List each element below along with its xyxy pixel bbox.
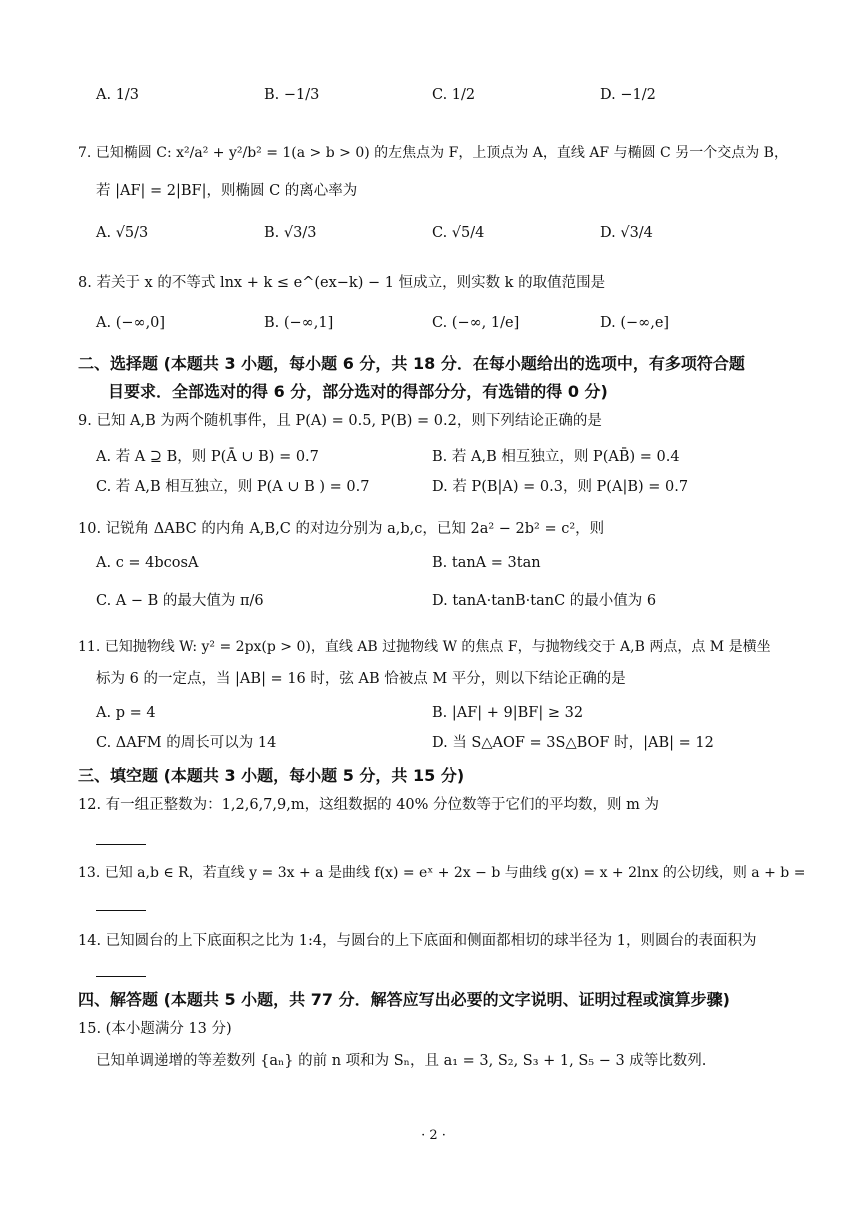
q10-stem: 10. 记锐角 ΔABC 的内角 A,B,C 的对边分别为 a,b,c，已知 2a² − 2b² = c²，则 bbox=[78, 521, 605, 537]
q15-body: 已知单调递增的等差数列 {aₙ} 的前 n 项和为 Sₙ，且 a₁ = 3, S₂, S₃ + 1, S₅ − 3 成等比数列. bbox=[96, 1053, 707, 1069]
q8-option-c: C. (−∞, 1/e] bbox=[432, 315, 520, 331]
section-2-heading-line2: 目要求．全部选对的得 6 分，部分选对的得部分分，有选错的得 0 分) bbox=[108, 382, 608, 401]
q7-option-b: B. √3/3 bbox=[264, 225, 317, 241]
q14-answer-blank[interactable] bbox=[96, 976, 146, 977]
q7-stem-line2: 若 |AF| = 2|BF|，则椭圆 C 的离心率为 bbox=[96, 183, 358, 199]
q6-option-d: D. −1/2 bbox=[600, 87, 656, 103]
q9-option-c: C. 若 A,B 相互独立，则 P(A ∪ B ) = 0.7 bbox=[96, 479, 370, 495]
q15-header: 15. (本小题满分 13 分) bbox=[78, 1021, 232, 1037]
q7-option-c: C. √5/4 bbox=[432, 225, 485, 241]
q14-stem: 14. 已知圆台的上下底面积之比为 1:4，与圆台的上下底面和侧面都相切的球半径为 1，则圆台的表面积为 bbox=[78, 933, 757, 949]
q10-option-c: C. A − B 的最大值为 π/6 bbox=[96, 593, 264, 609]
section-3-heading: 三、填空题 (本题共 3 小题，每小题 5 分，共 15 分) bbox=[78, 766, 465, 785]
q6-option-a: A. 1/3 bbox=[96, 87, 140, 103]
q11-stem-line2: 标为 6 的一定点，当 |AB| = 16 时，弦 AB 恰被点 M 平分，则以下结论正确的是 bbox=[96, 671, 626, 687]
q9-stem: 9. 已知 A,B 为两个随机事件，且 P(A) = 0.5, P(B) = 0.2，则下列结论正确的是 bbox=[78, 413, 602, 429]
q11-option-a: A. p = 4 bbox=[96, 705, 156, 721]
q11-option-c: C. ΔAFM 的周长可以为 14 bbox=[96, 735, 277, 751]
page-number: · 2 · bbox=[421, 1128, 446, 1143]
q7-stem-line1: 7. 已知椭圆 C: x²/a² + y²/b² = 1(a > b > 0) 的左焦点为 F，上顶点为 A，直线 AF 与椭圆 C 另一个交点为 B， bbox=[78, 145, 788, 161]
q9-option-a: A. 若 A ⊇ B，则 P(Ā ∪ B) = 0.7 bbox=[96, 449, 319, 465]
section-4-heading: 四、解答题 (本题共 5 小题，共 77 分．解答应写出必要的文字说明、证明过程或演算步骤) bbox=[78, 990, 730, 1009]
q11-stem-line1: 11. 已知抛物线 W: y² = 2px(p > 0)，直线 AB 过抛物线 W 的焦点 F，与抛物线交于 A,B 两点，点 M 是横坐 bbox=[78, 639, 771, 655]
q6-option-b: B. −1/3 bbox=[264, 87, 320, 103]
q10-option-a: A. c = 4bcosA bbox=[96, 555, 199, 571]
q7-option-a: A. √5/3 bbox=[96, 225, 149, 241]
q11-option-b: B. |AF| + 9|BF| ≥ 32 bbox=[432, 705, 584, 721]
q7-option-d: D. √3/4 bbox=[600, 225, 653, 241]
q12-answer-blank[interactable] bbox=[96, 844, 146, 845]
q8-option-a: A. (−∞,0] bbox=[96, 315, 166, 331]
q13-answer-blank[interactable] bbox=[96, 910, 146, 911]
section-2-heading-line1: 二、选择题 (本题共 3 小题，每小题 6 分，共 18 分．在每小题给出的选项中，有多项符合题 bbox=[78, 354, 745, 373]
q6-option-c: C. 1/2 bbox=[432, 87, 476, 103]
q8-stem: 8. 若关于 x 的不等式 lnx + k ≤ e^(ex−k) − 1 恒成立，则实数 k 的取值范围是 bbox=[78, 275, 606, 291]
q13-stem: 13. 已知 a,b ∈ R，若直线 y = 3x + a 是曲线 f(x) = eˣ + 2x − b 与曲线 g(x) = x + 2lnx 的公切线，则 a + b = bbox=[78, 865, 806, 881]
q12-stem: 12. 有一组正整数为：1,2,6,7,9,m，这组数据的 40% 分位数等于它们的平均数，则 m 为 bbox=[78, 797, 660, 813]
q9-option-b: B. 若 A,B 相互独立，则 P(AB̄) = 0.4 bbox=[432, 449, 680, 465]
q8-option-d: D. (−∞,e] bbox=[600, 315, 670, 331]
q8-option-b: B. (−∞,1] bbox=[264, 315, 334, 331]
q10-option-b: B. tanA = 3tan bbox=[432, 555, 541, 571]
q9-option-d: D. 若 P(B|A) = 0.3，则 P(A|B) = 0.7 bbox=[432, 479, 689, 495]
q11-option-d: D. 当 S△AOF = 3S△BOF 时，|AB| = 12 bbox=[432, 735, 714, 751]
q10-option-d: D. tanA·tanB·tanC 的最小值为 6 bbox=[432, 593, 657, 609]
